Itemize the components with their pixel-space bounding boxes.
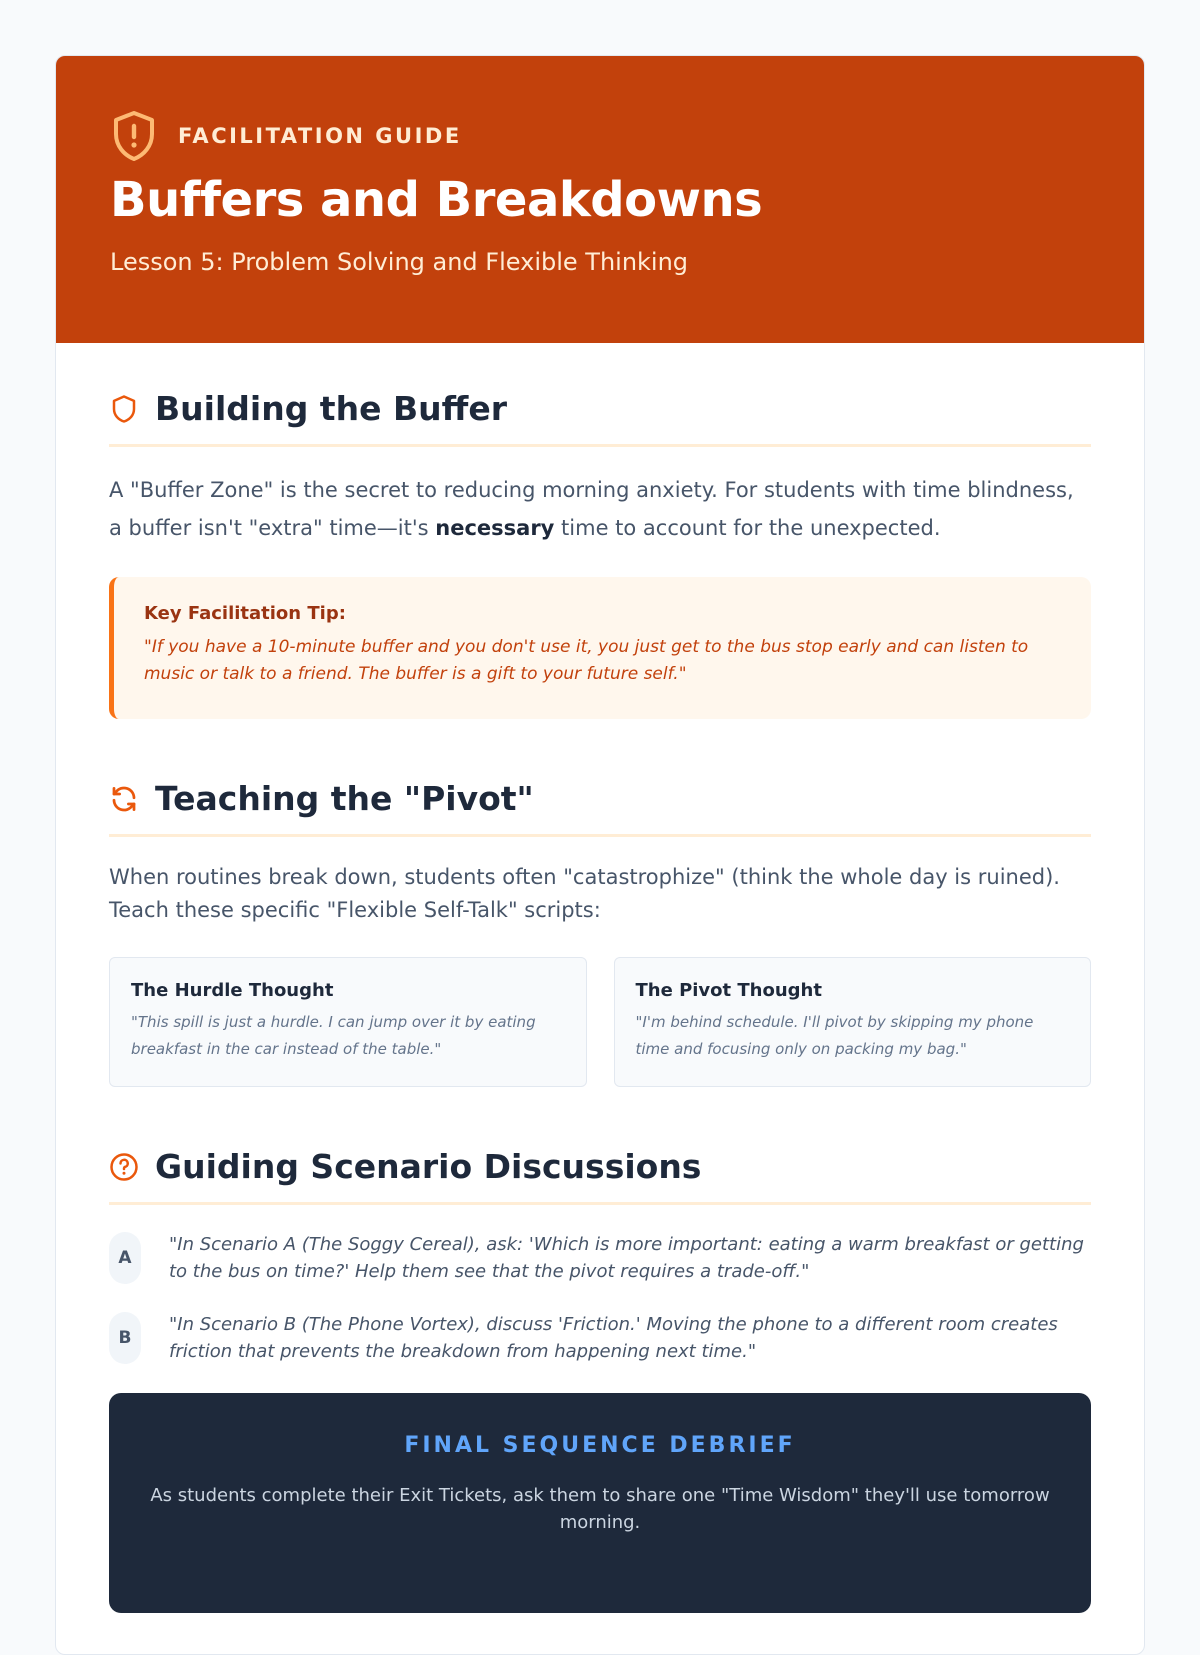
section-heading-scenarios [109,1147,1091,1205]
paragraph-text: A "Buffer Zone" is the secret to reducing morning anxiety. For students with time blindness, a buffer isn't "extra" time—it's [109,478,1074,540]
header-banner [56,56,1144,343]
refresh-icon [109,784,139,814]
debrief-text: As students complete their Exit Tickets, ask them to share one "Time Wisdom" they'll use tomorrow morning. [150,1485,1050,1533]
thought-quote: "I'm behind schedule. I'll pivot by skipping my phone time and focusing only on packing my bag." [635,1013,1034,1058]
thought-card-pivot [614,957,1092,1087]
thought-title: The Pivot Thought [635,980,822,1001]
scenario-badge: B [109,1312,141,1364]
shield-icon [109,394,139,424]
eyebrow-label: FACILITATION GUIDE [178,124,462,148]
facilitation-tip-callout [109,577,1091,719]
paragraph-emphasis: necessary [435,516,555,540]
scenario-badge: A [109,1232,141,1284]
main-content [56,343,1144,1613]
help-circle-icon [109,1152,139,1182]
list-item [109,1231,1091,1285]
pivot-paragraph: When routines break down, students often "catastrophize" (think the whole day is ruined). Teach these specific "Flexible Self-Talk" scripts: [109,865,1060,922]
scenario-list [109,1231,1091,1365]
buffer-paragraph [109,471,1091,547]
thought-quote: "This spill is just a hurdle. I can jump over it by eating breakfast in the car instead of the table." [131,1013,536,1058]
scenario-text: "In Scenario A (The Soggy Cereal), ask: 'Which is more important: eating a warm breakfast or getting to the bus on time?' Help them see that the pivot requires a trade-off." [169,1234,1084,1282]
tip-quote: "If you have a 10-minute buffer and you don't use it, you just get to the bus stop early and can listen to music or talk to a friend. The buffer is a gift to your future self." [144,637,1029,684]
scenario-text: "In Scenario B (The Phone Vortex), discuss 'Friction.' Moving the phone to a different room creates friction that prevents the breakdown from happening next time." [169,1314,1058,1362]
debrief-title: FINAL SEQUENCE DEBRIEF [404,1433,796,1458]
paragraph-text: time to account for the unexpected. [554,516,941,540]
shield-alert-icon [110,110,158,162]
eyebrow [110,110,1090,162]
thought-card-hurdle [109,957,587,1087]
section-heading-buffer [109,389,1091,447]
self-talk-cards [109,957,1091,1087]
section-title: Teaching the "Pivot" [155,779,534,818]
facilitation-guide-card [55,55,1145,1655]
page-title: Buffers and Breakdowns [110,172,763,228]
section-heading-pivot [109,779,1091,837]
tip-title: Key Facilitation Tip: [144,603,346,624]
page-subtitle: Lesson 5: Problem Solving and Flexible Thinking [110,247,689,276]
list-item [109,1311,1091,1365]
section-title: Guiding Scenario Discussions [155,1147,702,1186]
debrief-panel [109,1393,1091,1613]
thought-title: The Hurdle Thought [131,980,334,1001]
section-title: Building the Buffer [155,389,507,428]
